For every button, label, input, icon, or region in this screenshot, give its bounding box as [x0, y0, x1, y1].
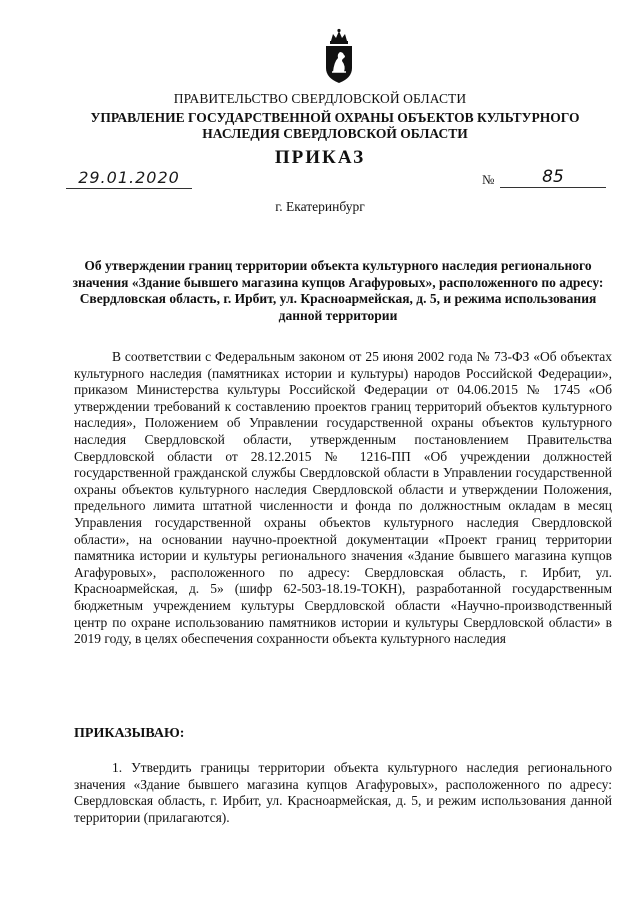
document-number: 85: [500, 168, 606, 188]
document-title: Об утверждении границ территории объекта культурного наследия регионального значения «Здание бывшего магазина купцов Агафуровых», расположенного по адресу: Свердловская область, г. Ирбит, ул. Красноармейская, д. 5, и режима использования данной территории: [72, 258, 604, 323]
document-date: 29.01.2020: [66, 168, 192, 189]
document-type: ПРИКАЗ: [274, 147, 366, 168]
number-sign: №: [482, 172, 495, 187]
sverdlovsk-coat-of-arms-icon: [322, 28, 356, 84]
document-number-field: [482, 168, 606, 188]
document-city: г. Екатеринбург: [275, 199, 365, 214]
order-item-1: 1. Утвердить границы территории объекта культурного наследия регионального значения «Здание бывшего магазина купцов Агафуровых», расположенного по адресу: Свердловская область, г. Ирбит, ул. Красноармейская, д. 5, и режим использования данной территории (прилагаются).: [74, 760, 612, 825]
department-name: УПРАВЛЕНИЕ ГОСУДАРСТВЕННОЙ ОХРАНЫ ОБЪЕКТОВ КУЛЬТУРНОГО НАСЛЕДИЯ СВЕРДЛОВСКОЙ ОБЛАСТИ: [90, 110, 580, 141]
preamble-paragraph: В соответствии с Федеральным законом от 25 июня 2002 года № 73-ФЗ «Об объектах культурного наследия (памятниках истории и культуры) народов Российской Федерации», приказом Министерства культуры Российской Федерации от 04.06.2015 № 1745 «Об утверждении требований к составлению проектов границ территорий объектов культурного наследия», Положением об Управлении государственной охраны объектов культурного наследия Свердловской области, утвержденным постановлением Правительства Свердловской области от 28.12.2015 № 1216-ПП «Об учреждении должностей государственной гражданской службы Свердловской области в Управлении государственной охраны объектов культурного наследия Свердловской области и утверждении Положения, предельного лимита штатной численности и фонда по должностным окладам в месяц Управления государственной охраны объектов культурного наследия Свердловской области», на основании научно-проектной документации «Проект границ территории памятника истории и культуры регионального значения «Здание бывшего магазина купцов Агафуровых», расположенного по адресу: Свердловская область, г. Ирбит, ул. Красноармейская, д. 5» (шифр 62-503-18.19-ТОКН), разработанной государственным бюджетным учреждением культуры Свердловской области «Научно-производственный центр по охране использованию памятников истории и культуры Свердловской области» в 2019 году, в целях обеспечения сохранности объекта культурного наследия: [74, 349, 612, 647]
order-heading: ПРИКАЗЫВАЮ:: [74, 726, 185, 741]
government-name: ПРАВИТЕЛЬСТВО СВЕРДЛОВСКОЙ ОБЛАСТИ: [173, 91, 467, 106]
